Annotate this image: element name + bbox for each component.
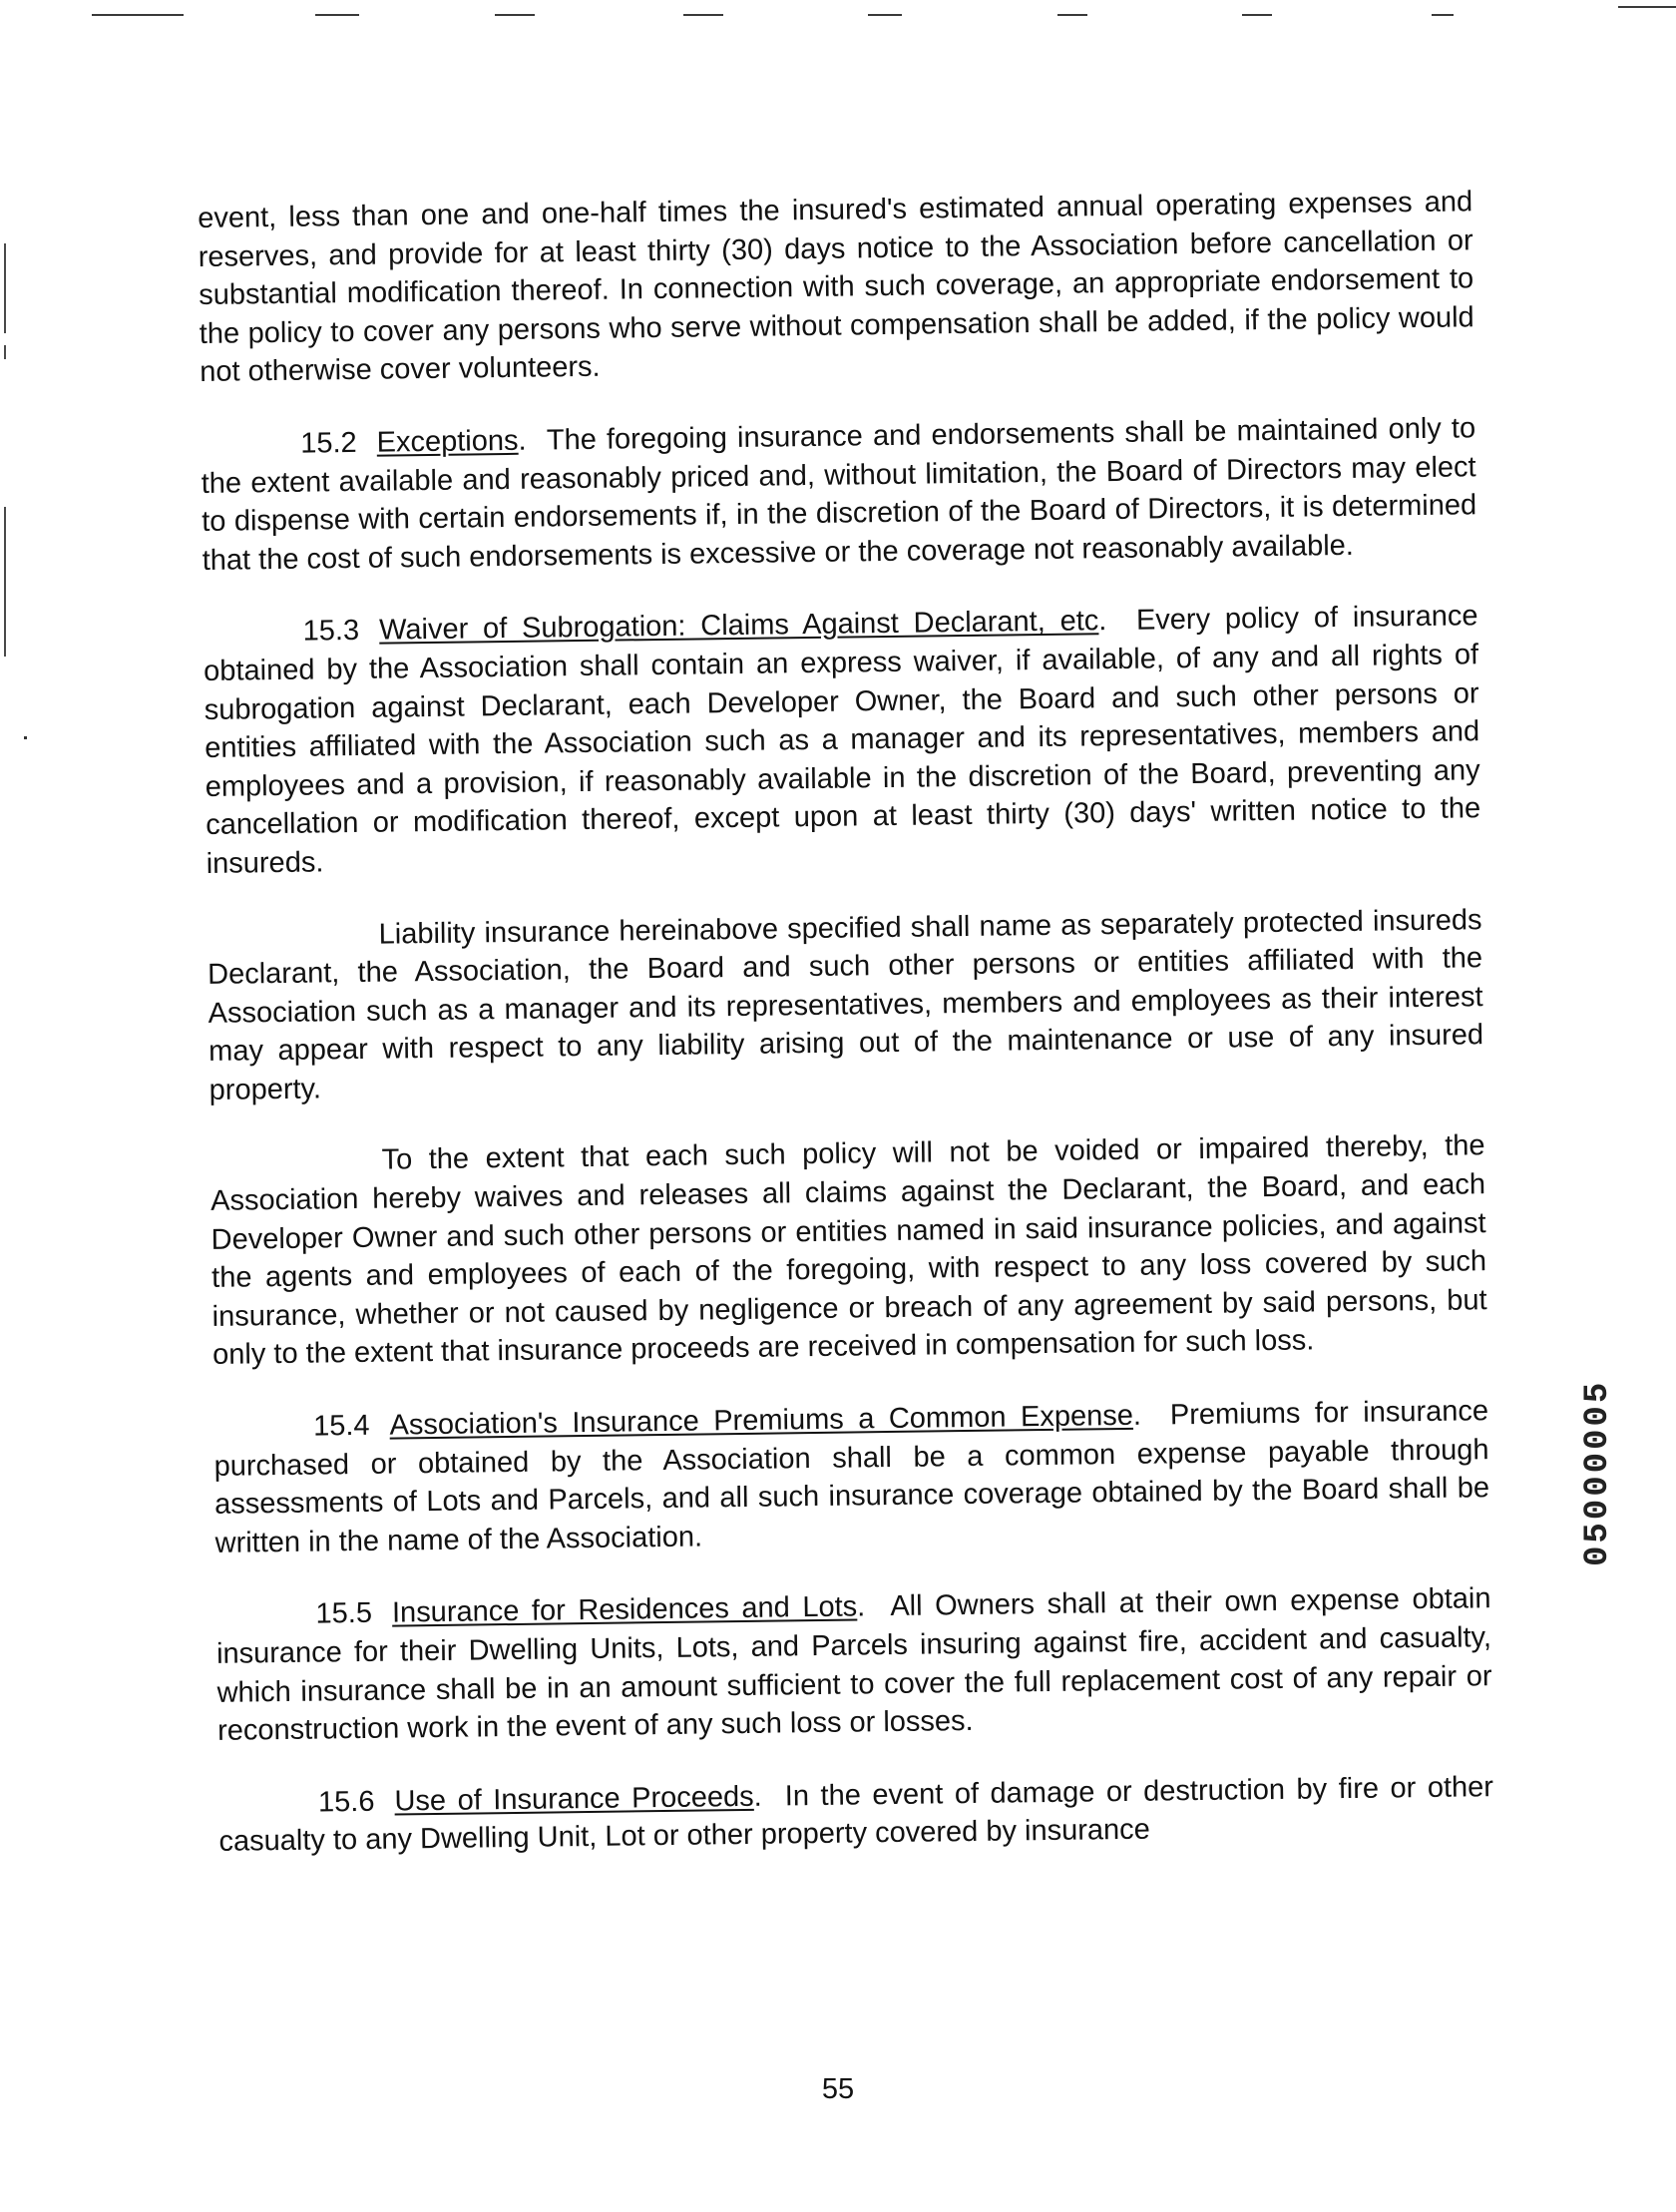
- scan-edge-mark: [92, 14, 184, 16]
- paragraph-text: Liability insurance hereinabove specified shall name as separately protected insureds Declarant, the Association, the Board and such other persons or entities affiliated with the Association such as a manager and its representatives, members and employees as their interest may appear with respect to any liability arising out of the maintenance or use of any insured property.: [207, 903, 1484, 1106]
- scan-margin-bar: [4, 243, 6, 333]
- scan-edge-mark: [868, 14, 902, 16]
- scan-edge-mark: [1242, 14, 1272, 16]
- section-15-4: 15.4 Association's Insurance Premiums a Common Expense. Premiums for insurance purchased or obtained by the Association shall be a common expense payable through assessments of Lots and Parcels, and all such insurance coverage obtained by the Board shall be written in the name of the Association.: [213, 1395, 1490, 1559]
- scan-margin-bar: [4, 345, 6, 359]
- paragraph-continuation: [198, 183, 1474, 392]
- scan-edge-mark: [1057, 14, 1087, 16]
- section-text: All Owners shall at their own expense obtain insurance for their Dwelling Units, Lots, and Parcels insuring against fire, accident and casualty, which insurance shall be in an amount sufficient to cover the full replacement cost of any repair or reconstruction work in the event of any such loss or losses.: [215, 1582, 1492, 1748]
- section-heading: Waiver of Subrogation: Claims Against Declarant, etc: [378, 605, 1099, 647]
- document-page-body: [198, 183, 1494, 1862]
- scan-edge-mark: [495, 14, 535, 16]
- scan-edge-mark: [315, 14, 359, 16]
- section-number: 15.4: [312, 1409, 370, 1443]
- scan-edge-mark: [1618, 6, 1676, 8]
- scan-margin-bar: [4, 507, 6, 657]
- scan-speck: [24, 736, 27, 739]
- section-text: Premiums for insurance purchased or obtained by the Association shall be a common expense payable through assessments of Lots and Parcels, and all such insurance coverage obtained by the Board shall be written in the name of the Association.: [213, 1395, 1490, 1559]
- section-text: In the event of damage or destruction by fire or other casualty to any Dwelling Unit, Lot or other property covered by insurance: [218, 1770, 1494, 1859]
- section-heading: Exceptions: [376, 424, 519, 459]
- section-15-2: 15.2 Exceptions. The foregoing insurance and endorsements shall be maintained only to the extent available and reasonably priced and, without limitation, the Board of Directors may elect to dispense with certain endorsements if, in the discretion of the Board of Directors, it is determined that the cost of such endorsements is excessive or the coverage not reasonably available.: [201, 412, 1477, 577]
- section-15-6: 15.6 Use of Insurance Proceeds. In the event of damage or destruction by fire or other casualty to any Dwelling Unit, Lot or other property covered by insurance: [218, 1770, 1494, 1859]
- page-number: 55: [821, 2073, 855, 2105]
- section-heading: Use of Insurance Proceeds: [394, 1780, 754, 1818]
- paragraph-text: To the extent that each such policy will not be voided or impaired thereby, the Association hereby waives and releases all claims against the Declarant, the Board, and each Developer Owner and such other persons or entities named in said insurance policies, and against the agents and employees of each of the foregoing, with respect to any loss covered by such insurance, whether or not caused by negligence or breach of any agreement by said persons, but only to the extent that insurance proceeds are received in compensation for such loss.: [210, 1129, 1487, 1372]
- paragraph-text: event, less than one and one-half times the insured's estimated annual operating expenses and reserves, and provide for at least thirty (30) days notice to the Association before cancellation or substantial modification thereof. In connection with such coverage, an appropriate endorsement to the policy to cover any persons who serve without compensation shall be added, if the policy would not otherwise cover volunteers.: [198, 186, 1474, 389]
- recording-stamp: 05000005: [1579, 1379, 1617, 1566]
- section-text: The foregoing insurance and endorsements shall be maintained only to the extent available and reasonably priced and, without limitation, the Board of Directors may elect to dispense with certain endorsements if, in the discretion of the Board of Directors, it is determined that the cost of such endorsements is excessive or the coverage not reasonably available.: [201, 412, 1477, 577]
- section-15-5: 15.5 Insurance for Residences and Lots. All Owners shall at their own expense obtain insurance for their Dwelling Units, Lots, and Parcels insuring against fire, accident and casualty, which insurance shall be in an amount sufficient to cover the full replacement cost of any repair or reconstruction work in the event of any such loss or losses.: [215, 1582, 1492, 1748]
- section-number: 15.5: [315, 1597, 373, 1630]
- section-heading: Insurance for Residences and Lots: [391, 1590, 858, 1629]
- section-text: Every policy of insurance obtained by the Association shall contain an express waiver, if available, of any and all rights of subrogation against Declarant, each Developer Owner, the Board and such other persons or entities affiliated with the Association such as a manager and its representatives, members and employees and a provision, if reasonably available in the discretion of the Board, preventing any cancellation or modification thereof, except upon at least thirty (30) days' written notice to the insureds.: [203, 600, 1481, 880]
- section-15-3: 15.3 Waiver of Subrogation: Claims Against Declarant, etc. Every policy of insurance obtained by the Association shall contain an express waiver, if available, of any and all rights of subrogation against Declarant, each Developer Owner, the Board and such other persons or entities affiliated with the Association such as a manager and its representatives, members and employees and a provision, if reasonably available in the discretion of the Board, preventing any cancellation or modification thereof, except upon at least thirty (30) days' written notice to the insureds.: [203, 600, 1481, 880]
- scan-edge-mark: [1432, 14, 1454, 16]
- section-number: 15.2: [300, 426, 357, 460]
- paragraph-waiver: [210, 1127, 1487, 1375]
- scan-edge-mark: [683, 14, 723, 16]
- section-number: 15.3: [302, 615, 360, 648]
- section-heading: Association's Insurance Premiums a Common Expense: [389, 1399, 1134, 1442]
- section-number: 15.6: [317, 1785, 375, 1819]
- paragraph-liability: [207, 901, 1483, 1110]
